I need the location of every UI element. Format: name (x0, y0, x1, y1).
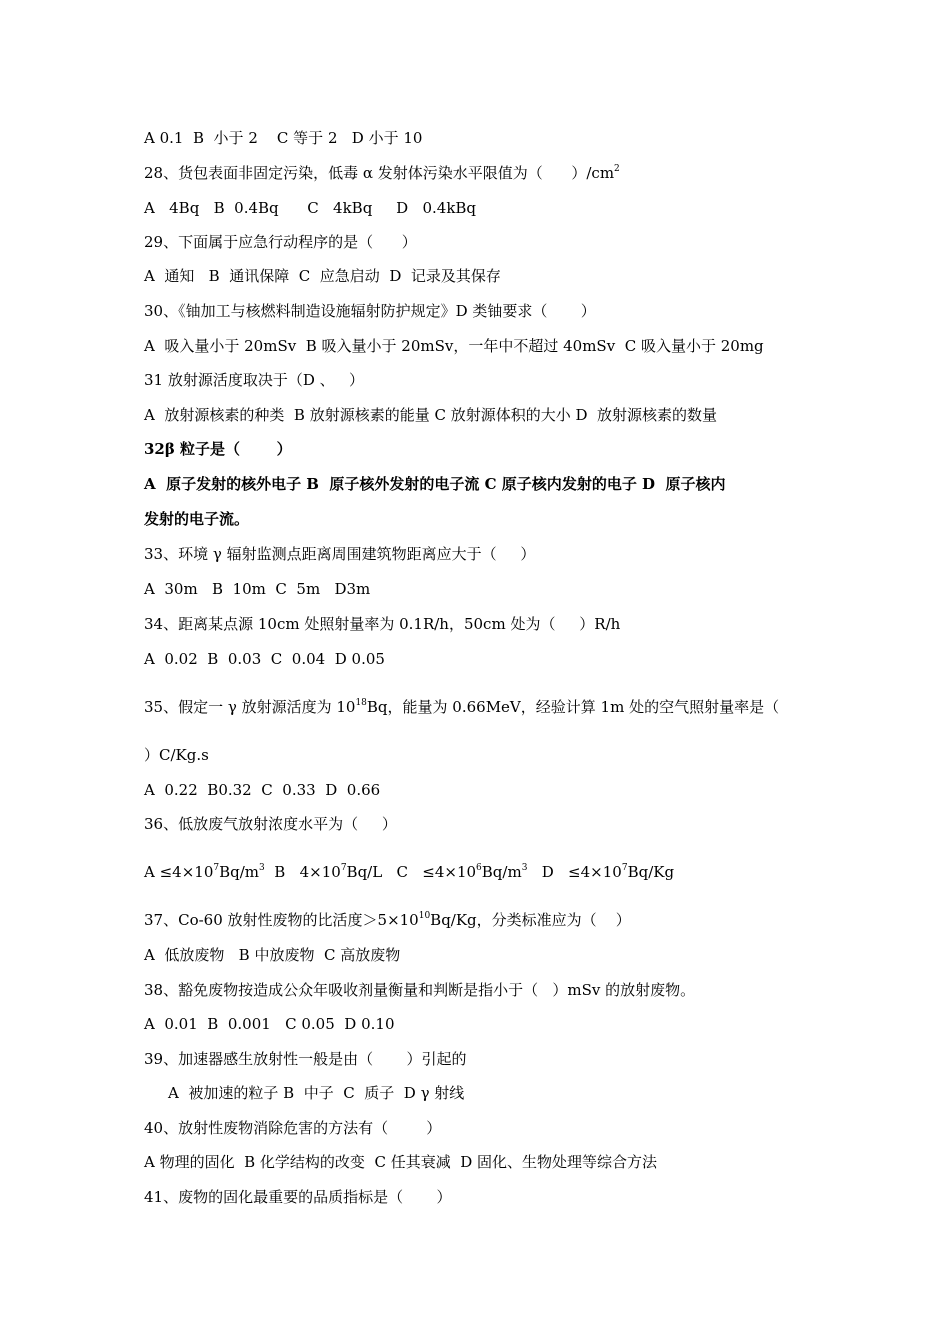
question-29: 29、下面属于应急行动程序的是（ ） (144, 233, 417, 251)
question-40: 40、放射性废物消除危害的方法有（ ） (144, 1119, 442, 1137)
text-line: A 通知 B 通讯保障 C 应急启动 D 记录及其保存 (144, 267, 501, 285)
question-37: 37、Co-60 放射性废物的比活度$>5\times 10^{10}Bq/Kg$，分类标准应为（ ） (144, 911, 631, 929)
question-36: 36、低放废气放射浓度水平为（ ） (144, 815, 397, 833)
text-line: A 吸入量小于 20mSv B 吸入量小于 20mSv，一年中不超过 40mSv C 吸入量小于 20mg (144, 337, 764, 355)
text-line: A 0.01 B 0.001 C 0.05 D 0.10 (144, 1015, 395, 1033)
question-31: 31 放射源活度取决于（D 、 ） (144, 371, 364, 389)
text-line: A 0.1 B 小于 2 C 等于 2 D 小于 10 (144, 129, 423, 147)
text-line: A 4Bq B 0.4Bq C 4kBq D 0.4kBq (144, 199, 477, 217)
text-line: ）C/Kg.s (144, 746, 209, 764)
question-34: 34、距离某点源 10cm 处照射量率为 0.1R/h，50cm 处为（ ）R/h (144, 615, 621, 633)
text-line: A 0.22 B0.32 C 0.33 D 0.66 (144, 781, 381, 799)
text-line: A 物理的固化 B 化学结构的改变 C 任其衰减 D 固化、生物处理等综合方法 (144, 1153, 658, 1171)
question-41: 41、废物的固化最重要的品质指标是（ ） (144, 1188, 452, 1206)
text-line: A 原子发射的核外电子 B 原子核外发射的电子流 C 原子核内发射的电子 D 原子核内 (144, 475, 726, 493)
text-line: A 30m B 10m C 5m D3m (144, 580, 371, 598)
question-32: 32β 粒子是（ ） (144, 440, 292, 458)
text-line: A 被加速的粒子 B 中子 C 质子 D γ 射线 (168, 1084, 465, 1102)
question-33: 33、环境 γ 辐射监测点距离周围建筑物距离应大于（ ） (144, 545, 536, 563)
question-35: 35、假定一 γ 放射源活度为 $10^{18}Bq$，能量为 0.66MeV，经验计算 1m 处的空气照射量率是（ (144, 698, 780, 716)
text-line: 发射的电子流。 (144, 510, 250, 528)
text-line: A 低放废物 B 中放废物 C 高放废物 (144, 946, 401, 964)
text-line: $A \le 4\times 10^7Bq/m^3$ B $4\times 10^7Bq/L$ $C \le 4\times 10^6Bq/m^3$ $D \le 4\times 10^7Bq/Kg$ (144, 863, 675, 881)
text-line: A 0.02 B 0.03 C 0.04 D 0.05 (144, 650, 385, 668)
question-30: 30、《铀加工与核燃料制造设施辐射防护规定》D 类铀要求（ ） (144, 302, 596, 320)
question-39: 39、加速器感生放射性一般是由（ ）引起的 (144, 1050, 467, 1068)
question-28: 28、货包表面非固定污染，低毒 α 发射体污染水平限值为（ ）$/cm^2$ (144, 164, 620, 182)
text-line: A 放射源核素的种类 B 放射源核素的能量 C 放射源体积的大小 D 放射源核素的数量 (144, 406, 718, 424)
question-38: 38、豁免废物按造成公众年吸收剂量衡量和判断是指小于（ ）mSv 的放射废物。 (144, 981, 696, 999)
